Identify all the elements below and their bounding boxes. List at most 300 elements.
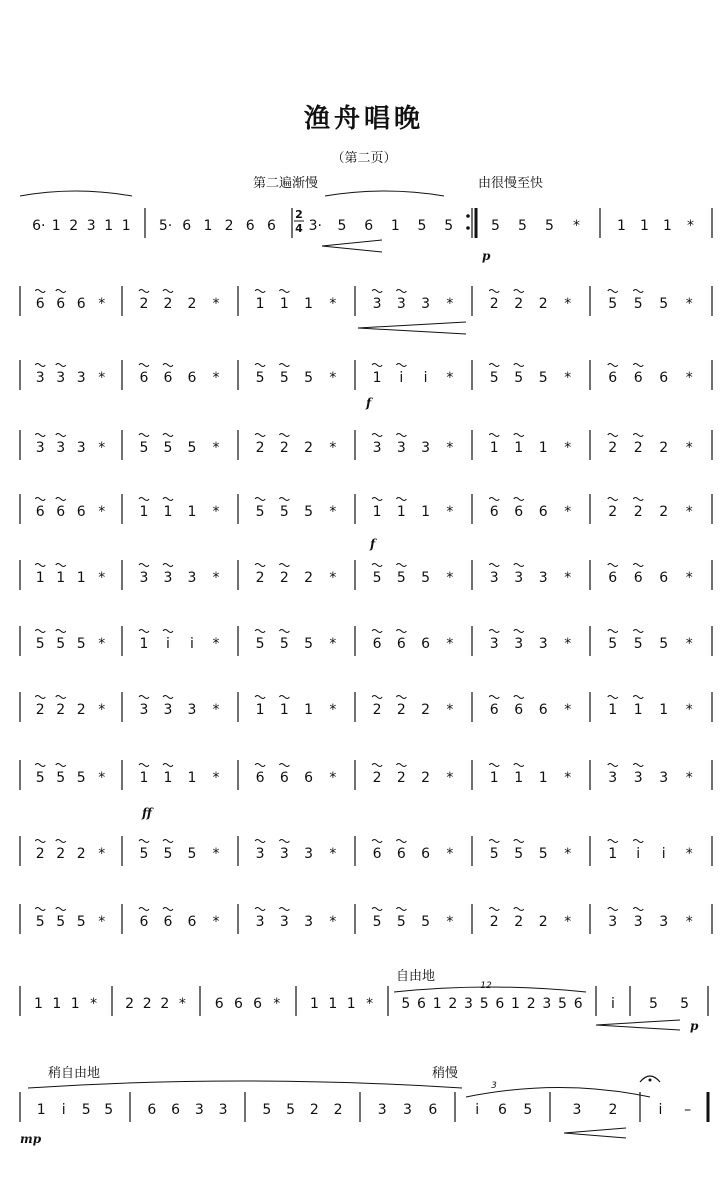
tremolo-mark <box>279 630 289 633</box>
note-6-dot: 6· <box>32 218 46 234</box>
slur <box>20 191 132 196</box>
tremolo-mark <box>139 840 149 843</box>
rest-mark: * <box>329 636 337 652</box>
tremolo-mark <box>489 696 499 699</box>
note-6: 6 <box>421 636 431 652</box>
note-2: 2 <box>56 702 66 718</box>
tremolo-mark <box>255 434 265 437</box>
note-1: 1 <box>187 504 197 520</box>
tremolo-mark <box>514 564 524 567</box>
rest-mark: * <box>329 914 337 930</box>
tempo-annotation-slow-to-fast: 由很慢至快 <box>478 176 544 191</box>
note-6: 6 <box>279 770 289 786</box>
note-1: 1 <box>396 504 406 520</box>
rest-mark: * <box>90 996 98 1012</box>
note-5: 5 <box>444 218 454 234</box>
tremolo-mark <box>372 840 382 843</box>
note-2: 2 <box>255 440 265 456</box>
note-2: 2 <box>76 846 86 862</box>
note-5: 5 <box>304 504 314 520</box>
note-2: 2 <box>56 846 66 862</box>
note-5: 5 <box>489 846 499 862</box>
rest-mark: * <box>98 504 106 520</box>
note-3: 3 <box>608 914 618 930</box>
note-6: 6 <box>417 996 426 1012</box>
tremolo-mark <box>139 364 149 367</box>
note-2: 2 <box>489 914 499 930</box>
tremolo-mark <box>608 364 618 367</box>
note-6: 6 <box>659 370 669 386</box>
tremolo-mark <box>608 840 618 843</box>
tremolo-mark <box>139 564 149 567</box>
note-1: 1 <box>163 504 173 520</box>
tremolo-mark <box>139 434 149 437</box>
tremolo-mark <box>372 564 382 567</box>
tremolo-mark <box>608 434 618 437</box>
note-2: 2 <box>304 570 314 586</box>
tremolo-mark <box>255 764 265 767</box>
note-1: 1 <box>328 996 338 1012</box>
rest-mark: * <box>329 504 337 520</box>
note-i: i <box>190 636 194 652</box>
note-1: 1 <box>187 770 197 786</box>
note-3: 3 <box>56 440 66 456</box>
note-1: 1 <box>52 996 62 1012</box>
note-6: 6 <box>139 370 149 386</box>
time-signature-top: 2 <box>295 208 303 221</box>
tremolo-mark <box>608 498 618 501</box>
note-3: 3 <box>218 1102 228 1118</box>
note-5: 5 <box>279 636 289 652</box>
note-3: 3 <box>86 218 96 234</box>
note-5: 5 <box>633 636 643 652</box>
note-1: 1 <box>608 702 618 718</box>
note-2: 2 <box>160 996 170 1012</box>
note-3: 3 <box>538 636 548 652</box>
note-2: 2 <box>608 1102 618 1118</box>
tremolo-mark <box>255 498 265 501</box>
rest-mark: * <box>685 914 693 930</box>
tremolo-mark <box>35 290 45 293</box>
note-5: 5 <box>139 440 149 456</box>
tremolo-mark <box>279 434 289 437</box>
note-i: i <box>61 1102 66 1118</box>
note-3: 3 <box>464 996 473 1012</box>
note-2: 2 <box>279 570 289 586</box>
tremolo-mark <box>396 840 406 843</box>
rest-mark: * <box>564 636 572 652</box>
tremolo-mark <box>633 840 643 843</box>
note-5: 5 <box>104 1102 114 1118</box>
rest-mark: * <box>329 440 337 456</box>
tremolo-mark <box>608 764 618 767</box>
note-1: 1 <box>538 440 548 456</box>
note-1: 1 <box>304 296 314 312</box>
tremolo-mark <box>633 696 643 699</box>
note-6: 6 <box>214 996 224 1012</box>
note-1: 1 <box>139 504 149 520</box>
note-6: 6 <box>233 996 243 1012</box>
note-i: i <box>661 846 666 862</box>
note-5: 5 <box>417 218 427 234</box>
note-2: 2 <box>304 440 314 456</box>
page-title: 渔舟唱晚 <box>303 104 424 134</box>
tremolo-mark <box>489 764 499 767</box>
tremolo-mark <box>489 630 499 633</box>
rest-mark: * <box>329 770 337 786</box>
rest-mark: * <box>212 846 220 862</box>
note-2: 2 <box>35 702 45 718</box>
note-1: 1 <box>70 996 80 1012</box>
tremolo-mark <box>372 364 382 367</box>
note-i: i <box>636 846 641 862</box>
tremolo-mark <box>396 290 406 293</box>
note-5: 5 <box>56 636 66 652</box>
note-2: 2 <box>489 296 499 312</box>
note-6: 6 <box>76 296 86 312</box>
tremolo-mark <box>279 564 289 567</box>
tremolo-mark <box>514 908 524 911</box>
note-5: 5 <box>514 370 524 386</box>
note-5: 5 <box>523 1102 533 1118</box>
note-2: 2 <box>608 440 618 456</box>
tremolo-mark <box>35 364 45 367</box>
note-5: 5 <box>633 296 643 312</box>
note-5: 5 <box>35 914 45 930</box>
tremolo-mark <box>139 290 149 293</box>
rest-mark: * <box>212 636 220 652</box>
tremolo-mark <box>35 696 45 699</box>
note-2: 2 <box>76 702 86 718</box>
tremolo-mark <box>139 630 149 633</box>
note-6: 6 <box>35 296 45 312</box>
tremolo-mark <box>279 840 289 843</box>
note-1: 1 <box>640 218 649 234</box>
hairpin <box>564 1128 626 1138</box>
note-3: 3 <box>608 770 618 786</box>
note-1: 1 <box>489 770 499 786</box>
note-6: 6 <box>489 504 499 520</box>
note-3: 3 <box>514 636 524 652</box>
rest-mark: * <box>98 702 106 718</box>
tremolo-mark <box>35 564 45 567</box>
tremolo-mark <box>396 434 406 437</box>
tremolo-mark <box>633 434 643 437</box>
note-3: 3 <box>542 996 552 1012</box>
tremolo-mark <box>514 696 524 699</box>
note-2: 2 <box>279 440 289 456</box>
note-5: 5 <box>659 296 669 312</box>
rest-mark: * <box>329 570 337 586</box>
note-5: 5 <box>163 846 173 862</box>
tremolo-mark <box>514 840 524 843</box>
note-3: 3 <box>255 914 265 930</box>
note-1: 1 <box>139 636 149 652</box>
note-6: 6 <box>364 218 374 234</box>
rest-mark: * <box>366 996 374 1012</box>
note-3: 3 <box>396 440 406 456</box>
note-2: 2 <box>125 996 135 1012</box>
rest-mark: * <box>446 504 454 520</box>
tremolo-mark <box>372 498 382 501</box>
tremolo-mark <box>608 630 618 633</box>
tremolo-mark <box>396 908 406 911</box>
repeat-dot <box>466 226 470 230</box>
rest-mark: * <box>212 440 220 456</box>
note-5: 5 <box>421 914 431 930</box>
note-5: 5 <box>76 914 86 930</box>
note-3: 3 <box>187 570 197 586</box>
rest-mark: * <box>212 770 220 786</box>
note-2: 2 <box>309 1102 319 1118</box>
note-1: 1 <box>659 702 669 718</box>
repeat-dot <box>466 214 470 218</box>
note-5: 5 <box>286 1102 296 1118</box>
tempo-annotation-somewhat-freely: 稍自由地 <box>48 1066 101 1081</box>
note-6: 6 <box>396 846 406 862</box>
note-3: 3 <box>187 702 197 718</box>
tremolo-mark <box>396 630 406 633</box>
note-3: 3 <box>633 770 643 786</box>
note-1: 1 <box>663 218 672 234</box>
tremolo-mark <box>633 498 643 501</box>
note-6: 6 <box>163 914 173 930</box>
tremolo-mark <box>255 564 265 567</box>
rest-mark: * <box>98 770 106 786</box>
tremolo-mark <box>514 764 524 767</box>
dynamic-mark-p-2: p <box>690 1019 699 1033</box>
tremolo-mark <box>489 364 499 367</box>
note-6: 6 <box>304 770 314 786</box>
rest-mark: * <box>98 370 106 386</box>
note-6: 6 <box>163 370 173 386</box>
note-1: 1 <box>139 770 149 786</box>
rest-mark: * <box>98 636 106 652</box>
note-5: 5 <box>518 218 527 234</box>
note-3: 3 <box>255 846 265 862</box>
tremolo-mark <box>56 764 66 767</box>
note-6: 6 <box>255 770 265 786</box>
note-3: 3 <box>194 1102 204 1118</box>
tremolo-mark <box>633 908 643 911</box>
note-5: 5 <box>163 440 173 456</box>
tremolo-mark <box>56 498 66 501</box>
note-6: 6 <box>253 996 263 1012</box>
tremolo-mark <box>514 364 524 367</box>
tremolo-mark <box>279 908 289 911</box>
rest-mark: * <box>212 504 220 520</box>
note-5: 5 <box>56 914 66 930</box>
tremolo-mark <box>608 564 618 567</box>
note-1: 1 <box>538 770 548 786</box>
note-6: 6 <box>608 570 618 586</box>
note-5: 5 <box>396 914 406 930</box>
note-5: 5 <box>421 570 431 586</box>
rest-mark: * <box>98 570 106 586</box>
note-6: 6 <box>372 846 382 862</box>
rest-mark: * <box>446 296 454 312</box>
rest-mark: * <box>685 370 693 386</box>
rest-mark: * <box>446 914 454 930</box>
rest-mark: * <box>685 846 693 862</box>
note-5: 5 <box>680 996 690 1012</box>
tuplet-number-3: 3 <box>491 1081 497 1091</box>
note-5: 5 <box>396 570 406 586</box>
tremolo-mark <box>372 908 382 911</box>
dynamic-mark-p: p <box>482 249 491 263</box>
note-2: 2 <box>372 702 382 718</box>
note-3: 3 <box>514 570 524 586</box>
tremolo-mark <box>396 696 406 699</box>
rest-mark: * <box>446 570 454 586</box>
tremolo-mark <box>633 364 643 367</box>
note-3: 3 <box>76 440 86 456</box>
tempo-annotation-slower: 稍慢 <box>432 1066 459 1081</box>
note-6: 6 <box>498 1102 507 1118</box>
tremolo-mark <box>279 290 289 293</box>
note-2: 2 <box>538 296 548 312</box>
note-5: 5 <box>187 440 197 456</box>
tremolo-mark <box>139 696 149 699</box>
rest-mark: * <box>98 296 106 312</box>
note-6: 6 <box>266 218 276 234</box>
note-3: 3 <box>56 370 66 386</box>
tuplet-number-12: 12 <box>480 981 492 991</box>
note-2: 2 <box>396 702 406 718</box>
note-2: 2 <box>69 218 79 234</box>
note-3: 3 <box>372 440 382 456</box>
rest-mark: * <box>564 296 572 312</box>
note-2: 2 <box>633 440 643 456</box>
tremolo-mark <box>139 764 149 767</box>
tremolo-mark <box>279 364 289 367</box>
note-3: 3 <box>163 702 173 718</box>
note-3: 3 <box>372 296 382 312</box>
tremolo-mark <box>35 630 45 633</box>
tremolo-mark <box>372 630 382 633</box>
note-2: 2 <box>514 914 524 930</box>
tremolo-mark <box>56 564 66 567</box>
hairpin <box>358 322 466 334</box>
tremolo-mark <box>56 840 66 843</box>
note-3: 3 <box>538 570 548 586</box>
rest-mark: * <box>685 570 693 586</box>
note-2: 2 <box>514 296 524 312</box>
note-5: 5 <box>558 996 567 1012</box>
note-3: 3 <box>489 636 499 652</box>
tremolo-mark <box>514 630 524 633</box>
tremolo-mark <box>514 290 524 293</box>
note-6: 6 <box>56 504 66 520</box>
tremolo-mark <box>255 630 265 633</box>
note-5: 5 <box>491 218 500 234</box>
note-1: 1 <box>617 218 626 234</box>
tremolo-mark <box>372 696 382 699</box>
note-2: 2 <box>538 914 548 930</box>
hairpin <box>322 240 382 252</box>
tremolo-mark <box>396 564 406 567</box>
rest-mark: * <box>564 914 572 930</box>
rest-mark: * <box>685 702 693 718</box>
tremolo-mark <box>279 498 289 501</box>
note-3: 3 <box>35 370 45 386</box>
dash-mark: – <box>684 1102 692 1118</box>
note-5: 5 <box>76 636 86 652</box>
rest-mark: * <box>687 218 694 234</box>
note-6: 6 <box>538 504 548 520</box>
rest-mark: * <box>564 770 572 786</box>
note-1: 1 <box>35 570 45 586</box>
note-5: 5 <box>255 636 265 652</box>
tremolo-mark <box>163 564 173 567</box>
rest-mark: * <box>273 996 281 1012</box>
note-1: 1 <box>304 702 314 718</box>
rest-mark: * <box>446 702 454 718</box>
note-6: 6 <box>514 702 524 718</box>
note-6: 6 <box>421 846 431 862</box>
page-label: （第二页） <box>331 151 397 166</box>
note-5: 5 <box>255 504 265 520</box>
rest-mark: * <box>329 846 337 862</box>
note-6: 6 <box>147 1102 157 1118</box>
note-2: 2 <box>526 996 536 1012</box>
note-6: 6 <box>608 370 618 386</box>
time-signature-bottom: 4 <box>295 222 303 235</box>
rest-mark: * <box>685 504 693 520</box>
rest-mark: * <box>564 570 572 586</box>
tremolo-mark <box>56 290 66 293</box>
tremolo-mark <box>255 696 265 699</box>
rest-mark: * <box>564 440 572 456</box>
tremolo-mark <box>633 630 643 633</box>
note-5: 5 <box>479 996 489 1012</box>
note-3: 3 <box>304 846 314 862</box>
note-6: 6 <box>633 370 643 386</box>
rest-mark: * <box>98 846 106 862</box>
rest-mark: * <box>212 914 220 930</box>
tremolo-mark <box>489 908 499 911</box>
note-3: 3 <box>421 296 431 312</box>
note-6: 6 <box>187 370 197 386</box>
tremolo-mark <box>163 290 173 293</box>
tremolo-mark <box>372 764 382 767</box>
note-3: 3 <box>659 770 669 786</box>
note-6: 6 <box>573 996 583 1012</box>
slur <box>28 1081 462 1088</box>
note-2: 2 <box>372 770 382 786</box>
rest-mark: * <box>446 370 454 386</box>
note-2: 2 <box>163 296 173 312</box>
tremolo-mark <box>35 908 45 911</box>
note-2: 2 <box>608 504 618 520</box>
note-2: 2 <box>35 846 45 862</box>
note-3: 3 <box>489 570 499 586</box>
note-2: 2 <box>421 702 431 718</box>
tremolo-mark <box>514 434 524 437</box>
note-1: 1 <box>279 296 289 312</box>
note-1: 1 <box>51 218 61 234</box>
tremolo-mark <box>56 434 66 437</box>
note-i: i <box>166 636 170 652</box>
note-5: 5 <box>304 636 314 652</box>
note-6: 6 <box>182 218 192 234</box>
tremolo-mark <box>372 434 382 437</box>
note-3: 3 <box>304 914 314 930</box>
note-5: 5 <box>35 636 45 652</box>
note-3: 3 <box>572 1102 582 1118</box>
note-2: 2 <box>187 296 197 312</box>
note-1: 1 <box>255 296 265 312</box>
